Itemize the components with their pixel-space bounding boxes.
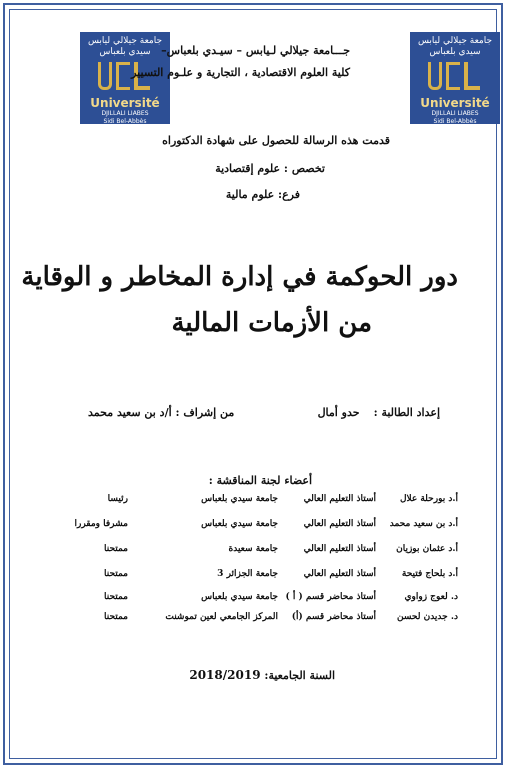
logo-sub2: Sidi Bel-Abbès: [103, 118, 147, 124]
member-name: أ.د بلحاج فتيحة: [401, 569, 458, 579]
member-rank: أستاذ التعليم العالي: [303, 544, 376, 554]
thesis-title-line2: من الأزمات المالية: [171, 308, 372, 338]
logo-arabic-name: جامعة جيلالي ليابس: [87, 36, 163, 46]
member-rank: أستاذ التعليم العالي: [303, 494, 376, 504]
student-name: حدو أمال: [317, 406, 360, 419]
branch: فرع: علوم مالية: [225, 188, 300, 201]
member-role: ممتحنا: [103, 592, 128, 602]
specialty: تخصص : علوم إقتصادية: [215, 162, 325, 175]
member-rank: أستاذ محاضر قسم (أ): [291, 612, 376, 622]
committee-row: [60, 544, 458, 560]
logo-brand: Université: [90, 96, 160, 110]
academic-year-label: السنة الجامعية:: [264, 669, 335, 682]
member-role: ممتحنا: [103, 569, 128, 579]
university-line: جـــامعة جيلالي لـيابس – سيـدي بلعباس–: [161, 44, 350, 57]
member-name: أ.د بورحلة علال: [399, 494, 458, 504]
student-label: إعداد الطالبة :: [373, 406, 440, 419]
member-institution: جامعة سيدي بلعباس: [201, 592, 278, 602]
member-institution: جامعة سيدي بلعباس: [201, 494, 278, 504]
member-rank: أستاذ التعليم العالي: [303, 519, 376, 529]
committee-row: [60, 569, 458, 585]
member-role: ممتحنا: [103, 612, 128, 622]
logo-arabic-city: سيدي بلعباس: [99, 47, 151, 57]
member-name: أ.د عثمان بوزيان: [396, 544, 458, 554]
member-name: د. جديدن لحسن: [397, 612, 458, 622]
student: [318, 406, 440, 419]
logo-sub1: DJILLALI LIABES: [101, 110, 149, 117]
udl-mark-icon: [424, 62, 486, 92]
member-role: رئيسا: [107, 494, 128, 504]
committee-title: أعضاء لجنة المناقشة :: [208, 474, 312, 487]
member-institution: جامعة سيدي بلعباس: [201, 519, 278, 529]
logo-sub2: Sidi Bel-Abbès: [433, 118, 477, 124]
member-rank: أستاذ التعليم العالي: [303, 569, 376, 579]
committee-row: [60, 519, 458, 535]
member-institution: المركز الجامعي لعين تموشنت: [165, 612, 278, 622]
member-role: ممتحنا: [103, 544, 128, 554]
committee-row: [60, 494, 458, 510]
supervisor: من إشراف : أ/د بن سعيد محمد: [88, 406, 235, 419]
diploma-statement: قدمت هذه الرسالة للحصول على شهادة الدكتوراه: [162, 134, 390, 147]
member-name: أ.د بن سعيد محمد: [389, 519, 458, 529]
committee-row: [60, 612, 458, 628]
member-institution: جامعة سعيدة: [228, 544, 278, 554]
academic-year-value: 2018/2019: [189, 668, 261, 682]
committee-row: [60, 592, 458, 608]
logo-arabic-name: جامعة جيلالي ليابس: [417, 36, 493, 46]
logo-brand: Université: [420, 96, 490, 110]
member-institution: جامعة الجزائر 3: [217, 569, 278, 579]
logo-arabic-city: سيدي بلعباس: [429, 47, 481, 57]
member-name: د. لعوج زواوي: [404, 592, 458, 602]
faculty-line: كلية العلوم الاقتصادية ، التجارية و علـوم التسيير: [131, 66, 350, 79]
academic-year: [189, 668, 335, 682]
logo-sub1: DJILLALI LIABES: [431, 110, 479, 117]
member-role: مشرفا ومقررا: [74, 519, 128, 529]
university-logo-right: [410, 32, 500, 124]
thesis-title-line1: دور الحوكمة في إدارة المخاطر و الوقاية: [21, 262, 458, 292]
member-rank: أستاذ محاضر قسم ( أ ): [285, 592, 376, 602]
